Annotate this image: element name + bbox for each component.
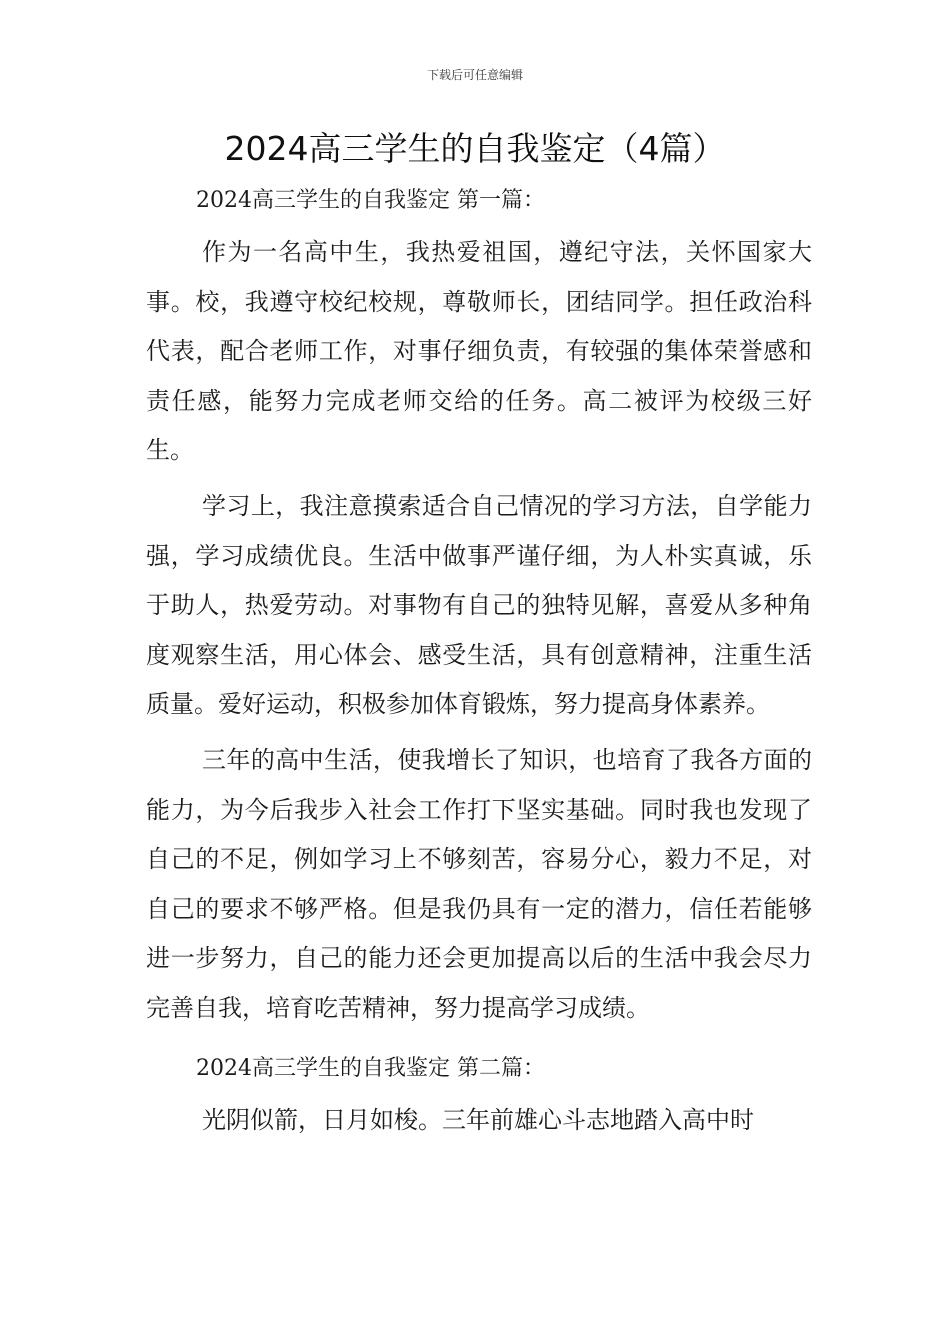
paragraph-1-1: 作为一名高中生，我热爱祖国，遵纪守法，关怀国家大事。校，我遵守校纪校规，尊敬师长，团结同学。担任政治科代表，配合老师工作，对事仔细负责，有较强的集体荣誉感和责任感，能努力完成老师交给的任务。高二被评为校级三好生。 <box>146 238 812 465</box>
document-body <box>146 178 812 1151</box>
paragraph-1-3: 三年的高中生活，使我增长了知识，也培育了我各方面的能力，为今后我步入社会工作打下坚实基础。同时我也发现了自己的不足，例如学习上不够刻苦，容易分心，毅力不足，对自己的要求不够严格。但是我仍具有一定的潜力，信任若能够进一步努力，自己的能力还会更加提高以后的生活中我会尽力完善自我，培育吃苦精神，努力提高学习成绩。 <box>146 745 812 1022</box>
section-heading-1: 2024高三学生的自我鉴定 第一篇： <box>196 188 545 213</box>
document-title: 2024高三学生的自我鉴定（4篇） <box>224 129 726 168</box>
paragraph-1-2: 学习上，我注意摸索适合自己情况的学习方法，自学能力强，学习成绩优良。生活中做事严谨仔细，为人朴实真诚，乐于助人，热爱劳动。对事物有自己的独特见解，喜爱从多种角度观察生活，用心体会、感受生活，具有创意精神，注重生活质量。爱好运动，积极参加体育锻炼，努力提高身体素养。 <box>146 491 812 719</box>
paragraph-2-1: 光阴似箭，日月如梭。三年前雄心斗志地踏入高中时 <box>202 1105 754 1134</box>
section-heading-2: 2024高三学生的自我鉴定 第二篇： <box>196 1055 545 1081</box>
header-note: 下载后可任意编辑 <box>426 68 523 82</box>
